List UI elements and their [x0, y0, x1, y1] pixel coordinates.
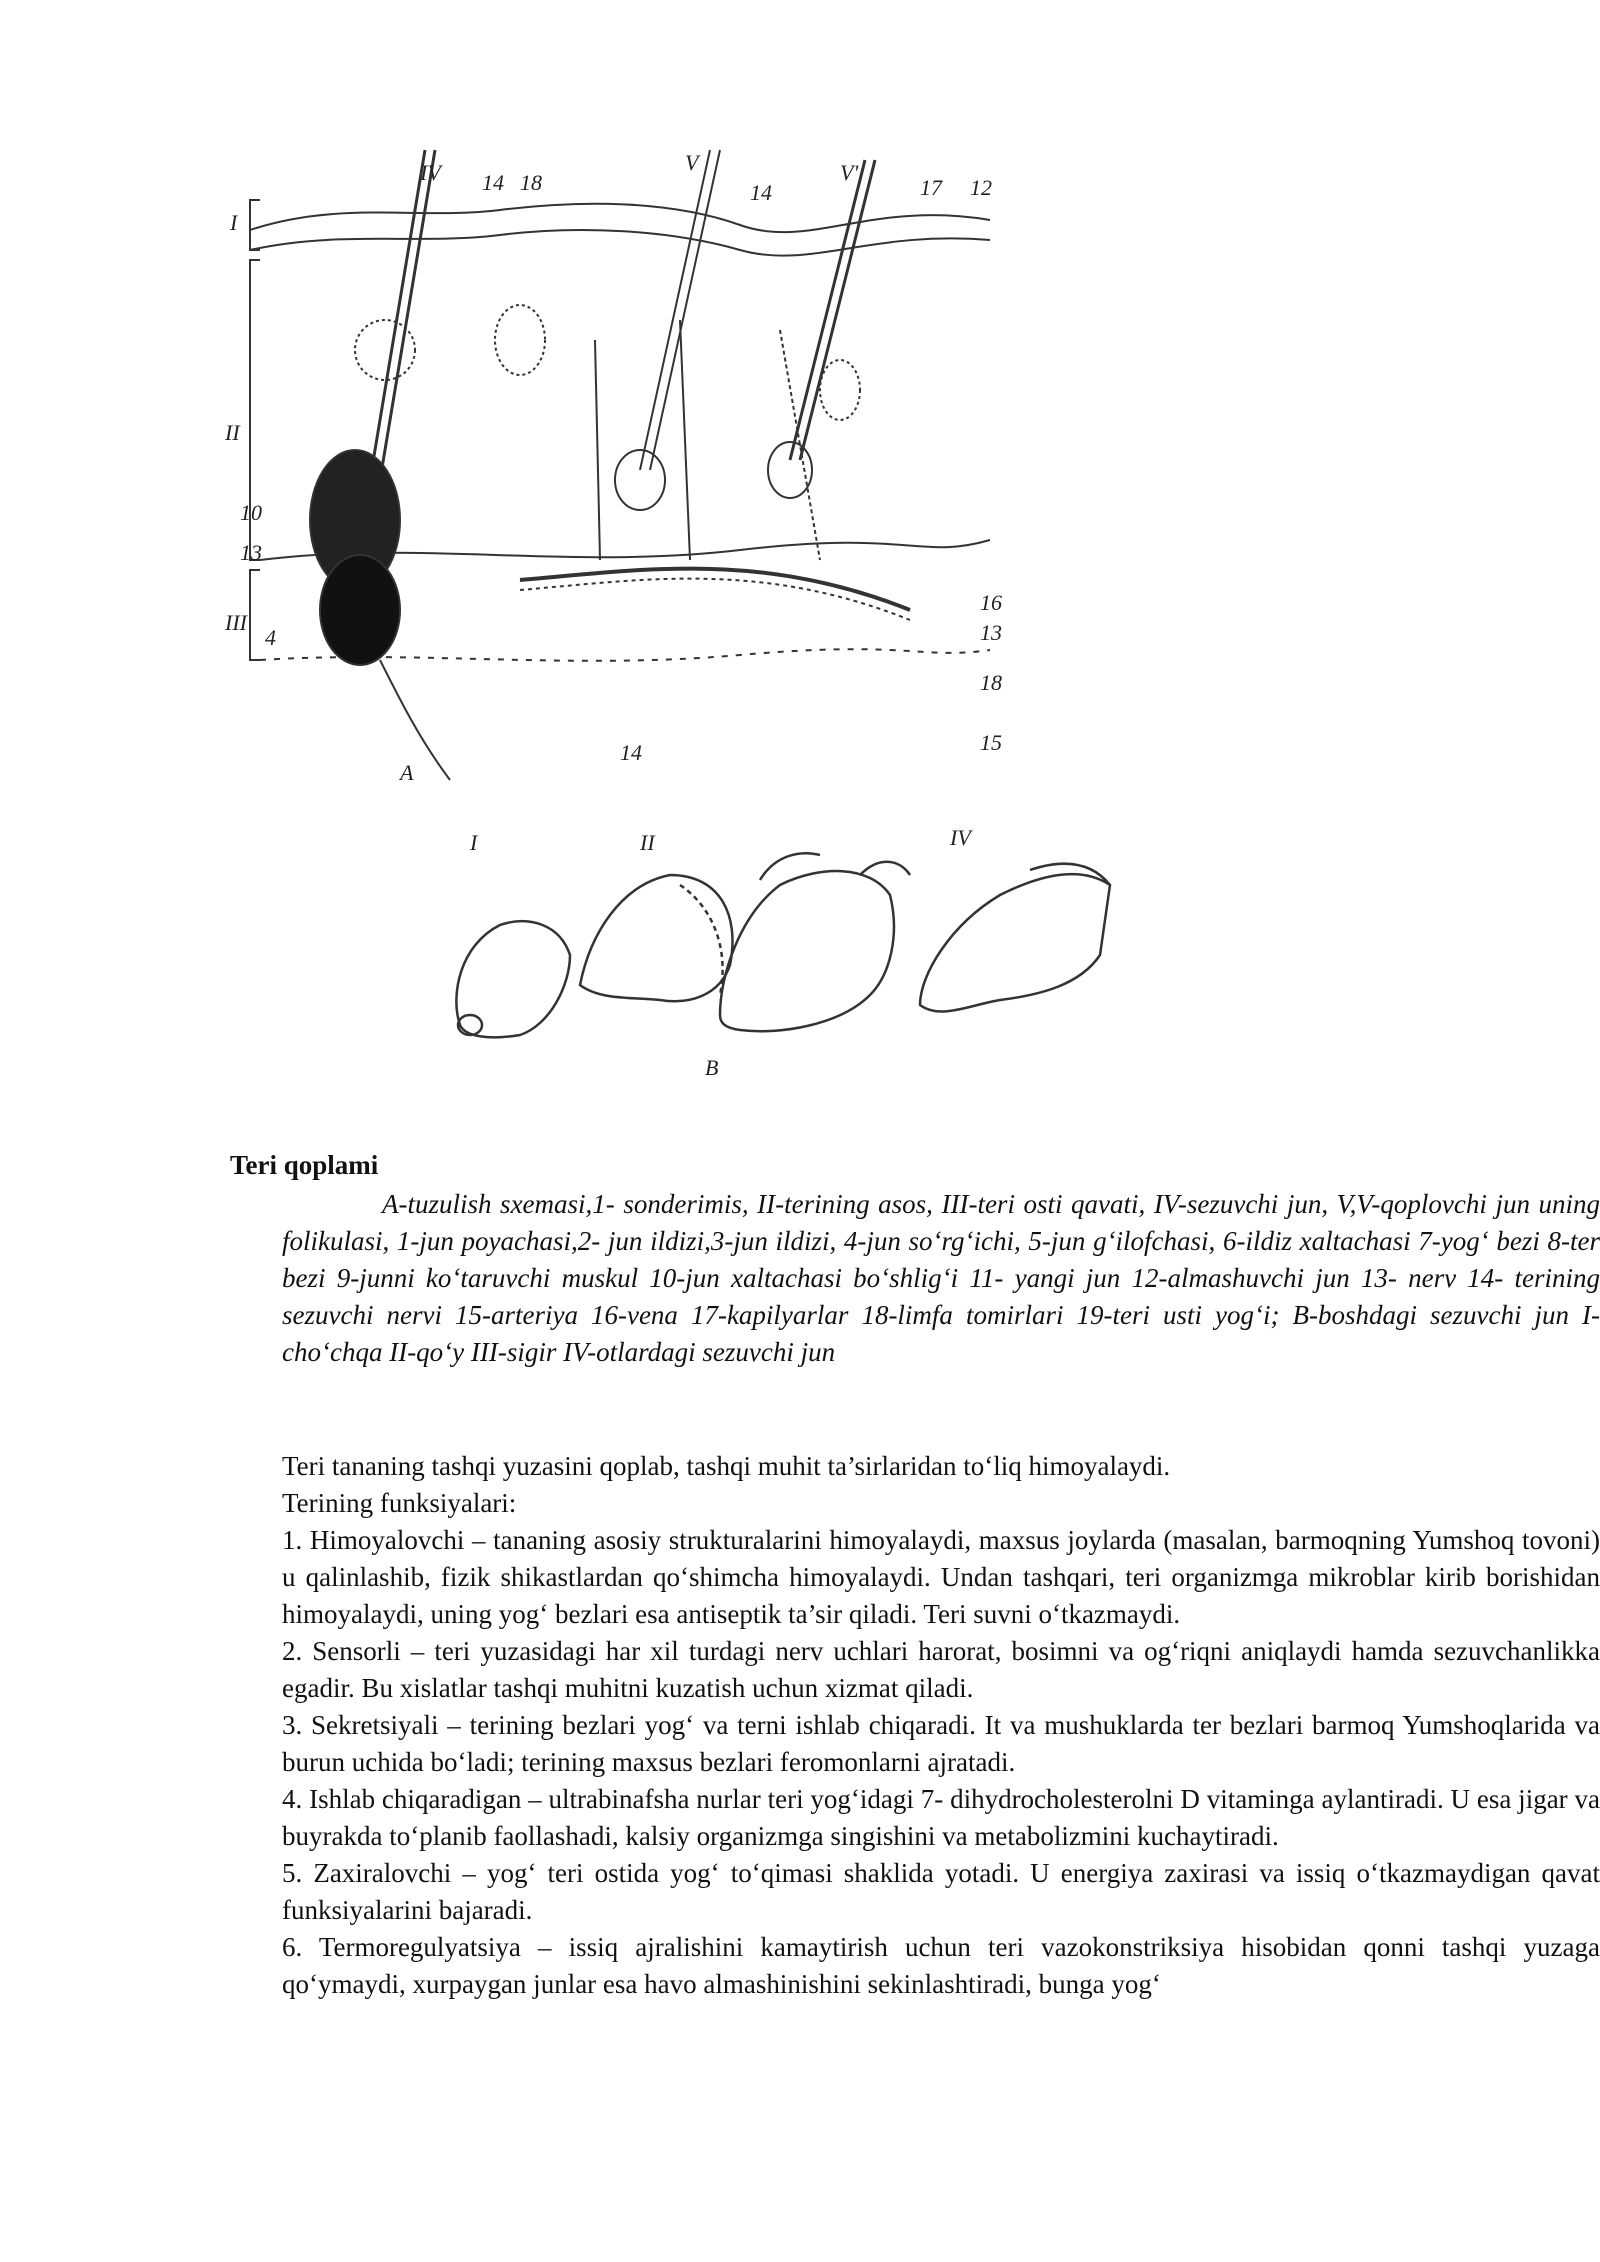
svg-text:V: V	[685, 150, 699, 175]
skin-structure-figure	[220, 140, 1100, 800]
svg-text:IV: IV	[420, 160, 441, 185]
function-item: 4. Ishlab chiqaradigan – ultrabinafsha nurlar teri yog‘idagi 7- dihydrocholesterolni D vitaminga aylantiradi. U esa jigar va buyrakda to‘planib faollashadi, kalsiy organizmga singishini va metabolizmini kuchaytiradi.	[282, 1784, 1600, 1851]
animal-heads-figure	[420, 825, 1120, 1085]
function-item: 5. Zaxiralovchi – yog‘ teri ostida yog‘ to‘qimasi shaklida yotadi. U energiya zaxirasi va issiq o‘tkazmaydigan qavat funksiyalarini bajaradi.	[282, 1858, 1600, 1925]
animal-heads-illustration	[420, 825, 1120, 1085]
svg-text:15: 15	[980, 730, 1002, 755]
svg-text:V': V'	[840, 160, 859, 185]
svg-text:16: 16	[980, 590, 1002, 615]
functions-title: Terining funksiyalari:	[282, 1488, 517, 1518]
svg-text:A: A	[400, 760, 414, 785]
svg-text:10: 10	[240, 500, 262, 525]
figure-caption-text: A-tuzulish sxemasi,1- sonderimis, II-terining asos, III-teri osti qavati, IV-sezuvchi jun, V,V-qoplovchi jun uning folikulasi, 1-jun poyachasi,2- jun ildizi,3-jun ildizi, 4-jun so‘rg‘ichi, 5-jun g‘ilofchasi, 6-ildiz xaltachasi 7-yog‘ bezi 8-ter bezi 9-junni ko‘taruvchi muskul 10-jun xaltachasi bo‘shlig‘i 11- yangi jun 12-almashuvchi jun 13- nerv 14- terining sezuvchi nervi 15-arteriya 16-vena 17-kapilyarlar 18-limfa tomirlari 19-teri usti yog‘i; B-boshdagi sezuvchi jun I-cho‘chqa II-qo‘y III-sigir IV-otlardagi sezuvchi jun	[282, 1189, 1600, 1367]
svg-text:II: II	[640, 830, 655, 855]
function-item: 6. Termoregulyatsiya – issiq ajralishini kamaytirish uchun teri vazokonstriksiya hisobidan qonni tashqi yuzaga qo‘ymaydi, xurpaygan junlar esa havo almashinishini sekinlashtiradi, bunga yog‘	[282, 1932, 1600, 1999]
svg-text:18: 18	[980, 670, 1002, 695]
figure-caption	[282, 1186, 1600, 1371]
svg-text:17: 17	[920, 175, 942, 200]
svg-text:13: 13	[240, 540, 262, 565]
function-item: 3. Sekretsiyali – terining bezlari yog‘ va terni ishlab chiqaradi. It va mushuklarda ter bezlari barmoq Yumshoqlarida va burun uchida bo‘ladi; terining maxsus bezlari feromonlarni ajratadi.	[282, 1710, 1600, 1777]
svg-text:14: 14	[620, 740, 642, 765]
svg-text:I: I	[470, 830, 478, 855]
svg-text:12: 12	[970, 175, 992, 200]
svg-text:IV: IV	[950, 825, 971, 850]
svg-text:14: 14	[482, 170, 504, 195]
svg-text:III: III	[225, 610, 247, 635]
function-item: 1. Himoyalovchi – tananing asosiy strukturalarini himoyalaydi, maxsus joylarda (masalan, barmoqning Yumshoq tovoni) u qalinlashib, fizik shikastlardan qo‘shimcha himoyalaydi. Undan tashqari, teri organizmga mikroblar kirib borishidan himoyalaydi, uning yog‘ bezlari esa antiseptik ta’sir qiladi. Teri suvni o‘tkazmaydi.	[282, 1525, 1600, 1629]
function-item: 2. Sensorli – teri yuzasidagi har xil turdagi nerv uchlari harorat, bosimni va og‘riqni aniqlaydi hamda sezuvchanlikka egadir. Bu xislatlar tashqi muhitni kuzatish uchun xizmat qiladi.	[282, 1636, 1600, 1703]
svg-text:18: 18	[520, 170, 542, 195]
svg-text:13: 13	[980, 620, 1002, 645]
svg-text:II: II	[225, 420, 240, 445]
svg-text:4: 4	[265, 625, 276, 650]
intro-paragraph: Teri tananing tashqi yuzasini qoplab, tashqi muhit ta’sirlaridan to‘liq himoyalaydi.	[282, 1451, 1171, 1481]
skin-structure-illustration	[220, 140, 1100, 800]
svg-text:I: I	[230, 210, 238, 235]
section-heading: Teri qoplami	[230, 1150, 379, 1180]
svg-text:14: 14	[750, 180, 772, 205]
svg-text:B: B	[705, 1055, 719, 1080]
body-text	[282, 1448, 1600, 2003]
